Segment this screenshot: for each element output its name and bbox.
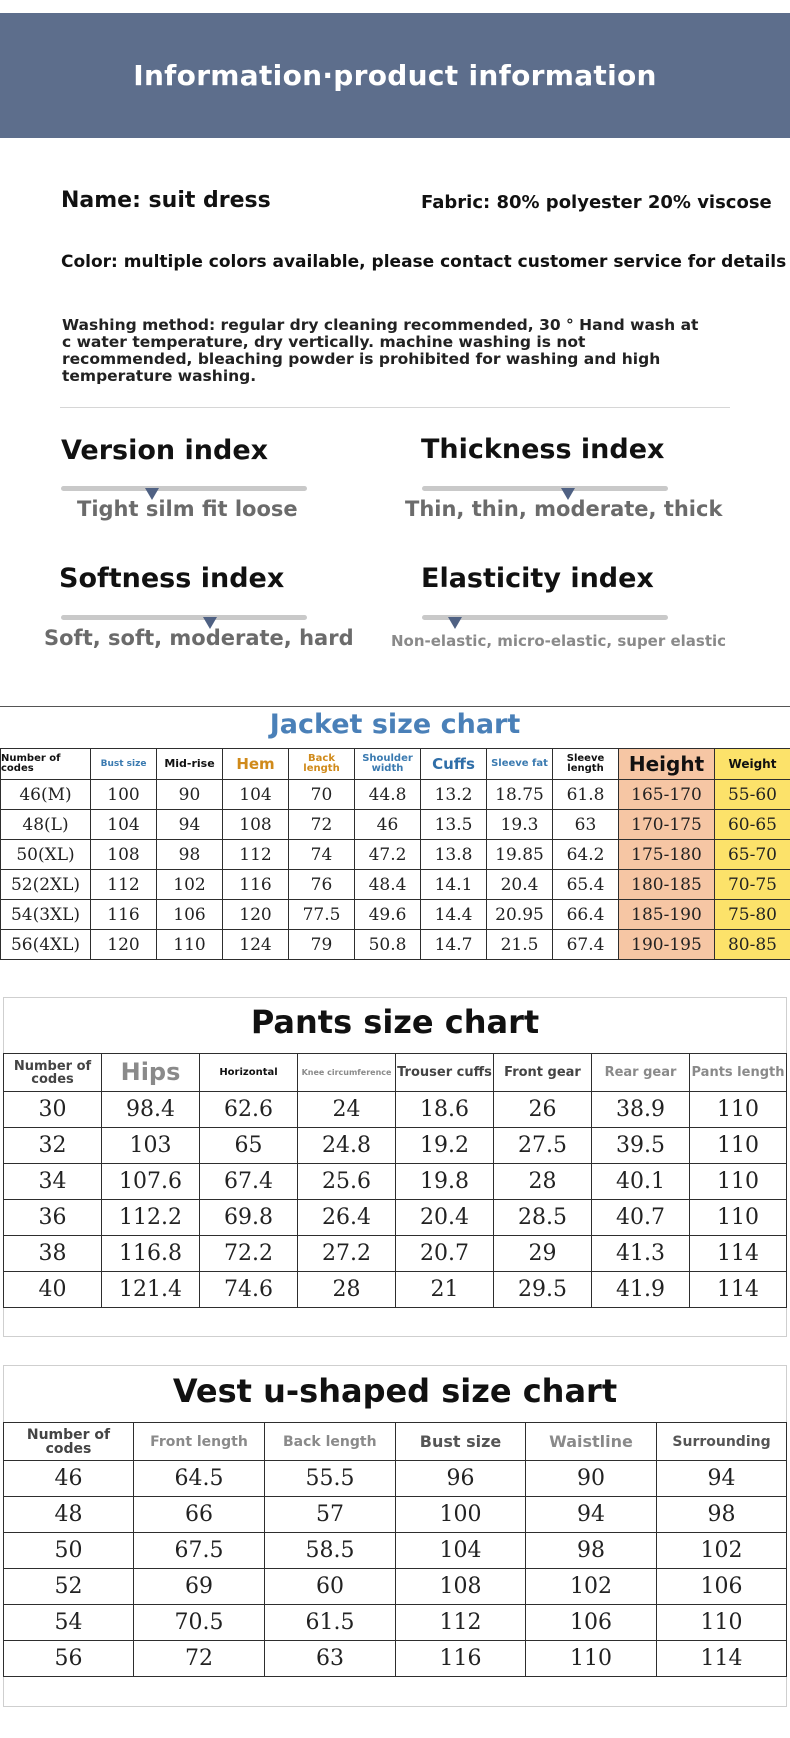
table-cell: 72 <box>289 810 355 840</box>
table-cell: 72 <box>134 1641 265 1677</box>
table-row <box>4 1641 787 1677</box>
table-cell: 63 <box>265 1641 396 1677</box>
table-cell: 64.5 <box>134 1461 265 1497</box>
product-fabric: Fabric: 80% polyester 20% viscose <box>421 192 772 213</box>
index-scale: Non-elastic, micro-elastic, super elastic <box>391 632 727 650</box>
table-cell: 108 <box>396 1569 526 1605</box>
table-cell: 75-80 <box>715 900 790 930</box>
table-cell: 26 <box>494 1092 592 1128</box>
col-header: Pants length <box>690 1054 787 1092</box>
index-title: Thickness index <box>421 434 665 465</box>
col-header: Bust size <box>91 749 157 780</box>
table-cell: 48.4 <box>355 870 421 900</box>
vest-size-table <box>3 1422 787 1677</box>
table-cell: 27.2 <box>298 1236 396 1272</box>
table-cell: 29.5 <box>494 1272 592 1308</box>
jacket-top-rule <box>0 706 790 707</box>
table-cell: 57 <box>265 1497 396 1533</box>
table-cell: 46 <box>4 1461 134 1497</box>
table-cell: 49.6 <box>355 900 421 930</box>
table-cell: 100 <box>91 780 157 810</box>
index-marker-icon <box>448 617 462 629</box>
table-cell: 20.4 <box>396 1200 494 1236</box>
table-cell: 120 <box>223 900 289 930</box>
table-cell: 60 <box>265 1569 396 1605</box>
table-cell: 108 <box>223 810 289 840</box>
table-cell: 28 <box>494 1164 592 1200</box>
table-cell: 30 <box>4 1092 102 1128</box>
table-row <box>1 870 790 900</box>
table-cell: 124 <box>223 930 289 960</box>
table-cell: 40.1 <box>592 1164 690 1200</box>
page-title: Information·product information <box>133 59 657 92</box>
table-cell: 110 <box>657 1605 787 1641</box>
table-cell: 98 <box>157 840 223 870</box>
table-cell: 94 <box>157 810 223 840</box>
table-cell: 110 <box>690 1128 787 1164</box>
col-header: Hips <box>102 1054 200 1092</box>
table-cell: 41.9 <box>592 1272 690 1308</box>
table-cell: 110 <box>526 1641 657 1677</box>
table-cell: 102 <box>157 870 223 900</box>
index-bar <box>61 615 307 620</box>
table-cell: 110 <box>157 930 223 960</box>
table-cell: 110 <box>690 1164 787 1200</box>
table-cell: 69 <box>134 1569 265 1605</box>
product-washing: Washing method: regular dry cleaning recommended, 30 ° Hand wash at c water temperature, dry vertically. machine washing is not recommended, bleaching powder is prohibited for washing and high temperature washing. <box>62 316 699 385</box>
table-cell: 112.2 <box>102 1200 200 1236</box>
table-cell: 19.3 <box>487 810 553 840</box>
index-title: Elasticity index <box>421 563 654 594</box>
table-cell: 50.8 <box>355 930 421 960</box>
col-header: Back length <box>289 749 355 780</box>
table-cell: 90 <box>157 780 223 810</box>
table-cell: 106 <box>157 900 223 930</box>
product-color: Color: multiple colors available, please contact customer service for details <box>61 252 787 272</box>
table-cell: 108 <box>91 840 157 870</box>
col-header: Hem <box>223 749 289 780</box>
table-row <box>4 1128 787 1164</box>
table-cell: 65.4 <box>553 870 619 900</box>
col-header: Front gear <box>494 1054 592 1092</box>
table-cell: 14.4 <box>421 900 487 930</box>
col-header: Horizontal <box>200 1054 298 1092</box>
table-cell: 64.2 <box>553 840 619 870</box>
jacket-size-table <box>0 748 790 960</box>
table-cell: 21 <box>396 1272 494 1308</box>
table-cell: 46 <box>355 810 421 840</box>
table-cell: 66 <box>134 1497 265 1533</box>
table-cell: 27.5 <box>494 1128 592 1164</box>
table-row <box>1 900 790 930</box>
table-cell: 20.4 <box>487 870 553 900</box>
pants-size-table <box>3 1053 787 1308</box>
table-cell: 63 <box>553 810 619 840</box>
table-cell: 190-195 <box>619 930 715 960</box>
table-cell: 104 <box>396 1533 526 1569</box>
table-cell: 29 <box>494 1236 592 1272</box>
table-cell: 48 <box>4 1497 134 1533</box>
table-cell: 180-185 <box>619 870 715 900</box>
table-cell: 48(L) <box>1 810 91 840</box>
col-header: Back length <box>265 1423 396 1461</box>
index-scale: Thin, thin, moderate, thick <box>405 497 723 521</box>
table-row <box>1 930 790 960</box>
table-cell: 70.5 <box>134 1605 265 1641</box>
table-cell: 116 <box>223 870 289 900</box>
table-cell: 20.95 <box>487 900 553 930</box>
table-cell: 90 <box>526 1461 657 1497</box>
table-row <box>4 1236 787 1272</box>
table-cell: 54(3XL) <box>1 900 91 930</box>
table-cell: 60-65 <box>715 810 790 840</box>
table-cell: 104 <box>223 780 289 810</box>
table-cell: 104 <box>91 810 157 840</box>
table-cell: 102 <box>657 1533 787 1569</box>
col-header: Waistline <box>526 1423 657 1461</box>
table-cell: 24 <box>298 1092 396 1128</box>
col-header: Front length <box>134 1423 265 1461</box>
table-cell: 69.8 <box>200 1200 298 1236</box>
table-cell: 98 <box>657 1497 787 1533</box>
col-header: Bust size <box>396 1423 526 1461</box>
table-cell: 62.6 <box>200 1092 298 1128</box>
table-cell: 116 <box>91 900 157 930</box>
table-cell: 20.7 <box>396 1236 494 1272</box>
index-scale: Soft, soft, moderate, hard <box>44 626 354 650</box>
table-cell: 74 <box>289 840 355 870</box>
table-cell: 67.4 <box>553 930 619 960</box>
table-cell: 98 <box>526 1533 657 1569</box>
index-bar <box>61 486 307 491</box>
table-cell: 18.6 <box>396 1092 494 1128</box>
index-bar <box>422 486 668 491</box>
table-cell: 102 <box>526 1569 657 1605</box>
table-row <box>4 1605 787 1641</box>
table-cell: 61.8 <box>553 780 619 810</box>
col-header: Sleeve fat <box>487 749 553 780</box>
table-cell: 170-175 <box>619 810 715 840</box>
table-cell: 61.5 <box>265 1605 396 1641</box>
table-row <box>4 1497 787 1533</box>
table-cell: 67.5 <box>134 1533 265 1569</box>
col-header: Number of codes <box>1 749 91 780</box>
table-cell: 120 <box>91 930 157 960</box>
table-cell: 32 <box>4 1128 102 1164</box>
col-header: Trouser cuffs <box>396 1054 494 1092</box>
table-cell: 14.7 <box>421 930 487 960</box>
table-row <box>1 840 790 870</box>
table-row <box>4 1092 787 1128</box>
col-header: Sleeve length <box>553 749 619 780</box>
col-header: Height <box>619 749 715 780</box>
vest-chart-title: Vest u-shaped size chart <box>172 1372 618 1410</box>
table-cell: 40 <box>4 1272 102 1308</box>
table-cell: 65 <box>200 1128 298 1164</box>
table-cell: 18.75 <box>487 780 553 810</box>
table-cell: 38 <box>4 1236 102 1272</box>
table-cell: 66.4 <box>553 900 619 930</box>
table-cell: 39.5 <box>592 1128 690 1164</box>
table-cell: 26.4 <box>298 1200 396 1236</box>
table-cell: 70 <box>289 780 355 810</box>
table-cell: 121.4 <box>102 1272 200 1308</box>
table-row <box>4 1533 787 1569</box>
table-row <box>4 1200 787 1236</box>
col-header: Shoulder width <box>355 749 421 780</box>
table-cell: 54 <box>4 1605 134 1641</box>
table-cell: 13.5 <box>421 810 487 840</box>
table-cell: 80-85 <box>715 930 790 960</box>
table-cell: 116 <box>396 1641 526 1677</box>
table-cell: 107.6 <box>102 1164 200 1200</box>
table-cell: 98.4 <box>102 1092 200 1128</box>
table-header-row <box>4 1423 787 1461</box>
col-header: Surrounding <box>657 1423 787 1461</box>
table-cell: 79 <box>289 930 355 960</box>
table-cell: 34 <box>4 1164 102 1200</box>
index-title: Softness index <box>59 563 285 594</box>
table-cell: 56(4XL) <box>1 930 91 960</box>
table-cell: 36 <box>4 1200 102 1236</box>
table-row <box>4 1461 787 1497</box>
table-row <box>4 1164 787 1200</box>
table-cell: 70-75 <box>715 870 790 900</box>
table-cell: 40.7 <box>592 1200 690 1236</box>
col-header: Cuffs <box>421 749 487 780</box>
pants-chart-title: Pants size chart <box>250 1003 540 1041</box>
table-cell: 106 <box>526 1605 657 1641</box>
section-divider <box>60 407 730 408</box>
table-cell: 165-170 <box>619 780 715 810</box>
table-cell: 50 <box>4 1533 134 1569</box>
col-header: Number of codes <box>4 1054 102 1092</box>
col-header: Mid-rise <box>157 749 223 780</box>
col-header: Knee circumference <box>298 1054 396 1092</box>
table-cell: 55-60 <box>715 780 790 810</box>
table-cell: 114 <box>657 1641 787 1677</box>
table-cell: 13.2 <box>421 780 487 810</box>
jacket-chart-title: Jacket size chart <box>269 709 521 740</box>
table-cell: 21.5 <box>487 930 553 960</box>
table-cell: 50(XL) <box>1 840 91 870</box>
table-cell: 19.85 <box>487 840 553 870</box>
table-cell: 28 <box>298 1272 396 1308</box>
table-cell: 74.6 <box>200 1272 298 1308</box>
table-cell: 13.8 <box>421 840 487 870</box>
table-cell: 46(M) <box>1 780 91 810</box>
table-cell: 19.8 <box>396 1164 494 1200</box>
table-cell: 114 <box>690 1272 787 1308</box>
table-cell: 110 <box>690 1092 787 1128</box>
table-cell: 52(2XL) <box>1 870 91 900</box>
table-header-row <box>1 749 790 780</box>
table-cell: 25.6 <box>298 1164 396 1200</box>
index-title: Version index <box>61 435 269 466</box>
table-cell: 110 <box>690 1200 787 1236</box>
table-header-row <box>4 1054 787 1092</box>
table-cell: 103 <box>102 1128 200 1164</box>
table-cell: 72.2 <box>200 1236 298 1272</box>
table-cell: 77.5 <box>289 900 355 930</box>
table-cell: 65-70 <box>715 840 790 870</box>
col-header: Weight <box>715 749 790 780</box>
col-header: Number of codes <box>4 1423 134 1461</box>
table-cell: 28.5 <box>494 1200 592 1236</box>
table-cell: 112 <box>91 870 157 900</box>
table-cell: 19.2 <box>396 1128 494 1164</box>
table-cell: 52 <box>4 1569 134 1605</box>
table-cell: 106 <box>657 1569 787 1605</box>
table-row <box>1 780 790 810</box>
table-cell: 185-190 <box>619 900 715 930</box>
table-cell: 24.8 <box>298 1128 396 1164</box>
table-cell: 56 <box>4 1641 134 1677</box>
col-header: Rear gear <box>592 1054 690 1092</box>
product-name: Name: suit dress <box>61 188 271 213</box>
table-cell: 38.9 <box>592 1092 690 1128</box>
table-cell: 76 <box>289 870 355 900</box>
table-cell: 112 <box>223 840 289 870</box>
table-cell: 58.5 <box>265 1533 396 1569</box>
table-row <box>1 810 790 840</box>
table-row <box>4 1569 787 1605</box>
table-cell: 96 <box>396 1461 526 1497</box>
table-cell: 14.1 <box>421 870 487 900</box>
table-cell: 41.3 <box>592 1236 690 1272</box>
table-cell: 94 <box>657 1461 787 1497</box>
table-cell: 100 <box>396 1497 526 1533</box>
table-cell: 116.8 <box>102 1236 200 1272</box>
table-cell: 94 <box>526 1497 657 1533</box>
table-row <box>4 1272 787 1308</box>
table-cell: 112 <box>396 1605 526 1641</box>
table-cell: 67.4 <box>200 1164 298 1200</box>
index-scale: Tight silm fit loose <box>77 497 298 521</box>
table-cell: 55.5 <box>265 1461 396 1497</box>
table-cell: 175-180 <box>619 840 715 870</box>
table-cell: 47.2 <box>355 840 421 870</box>
table-cell: 114 <box>690 1236 787 1272</box>
table-cell: 44.8 <box>355 780 421 810</box>
